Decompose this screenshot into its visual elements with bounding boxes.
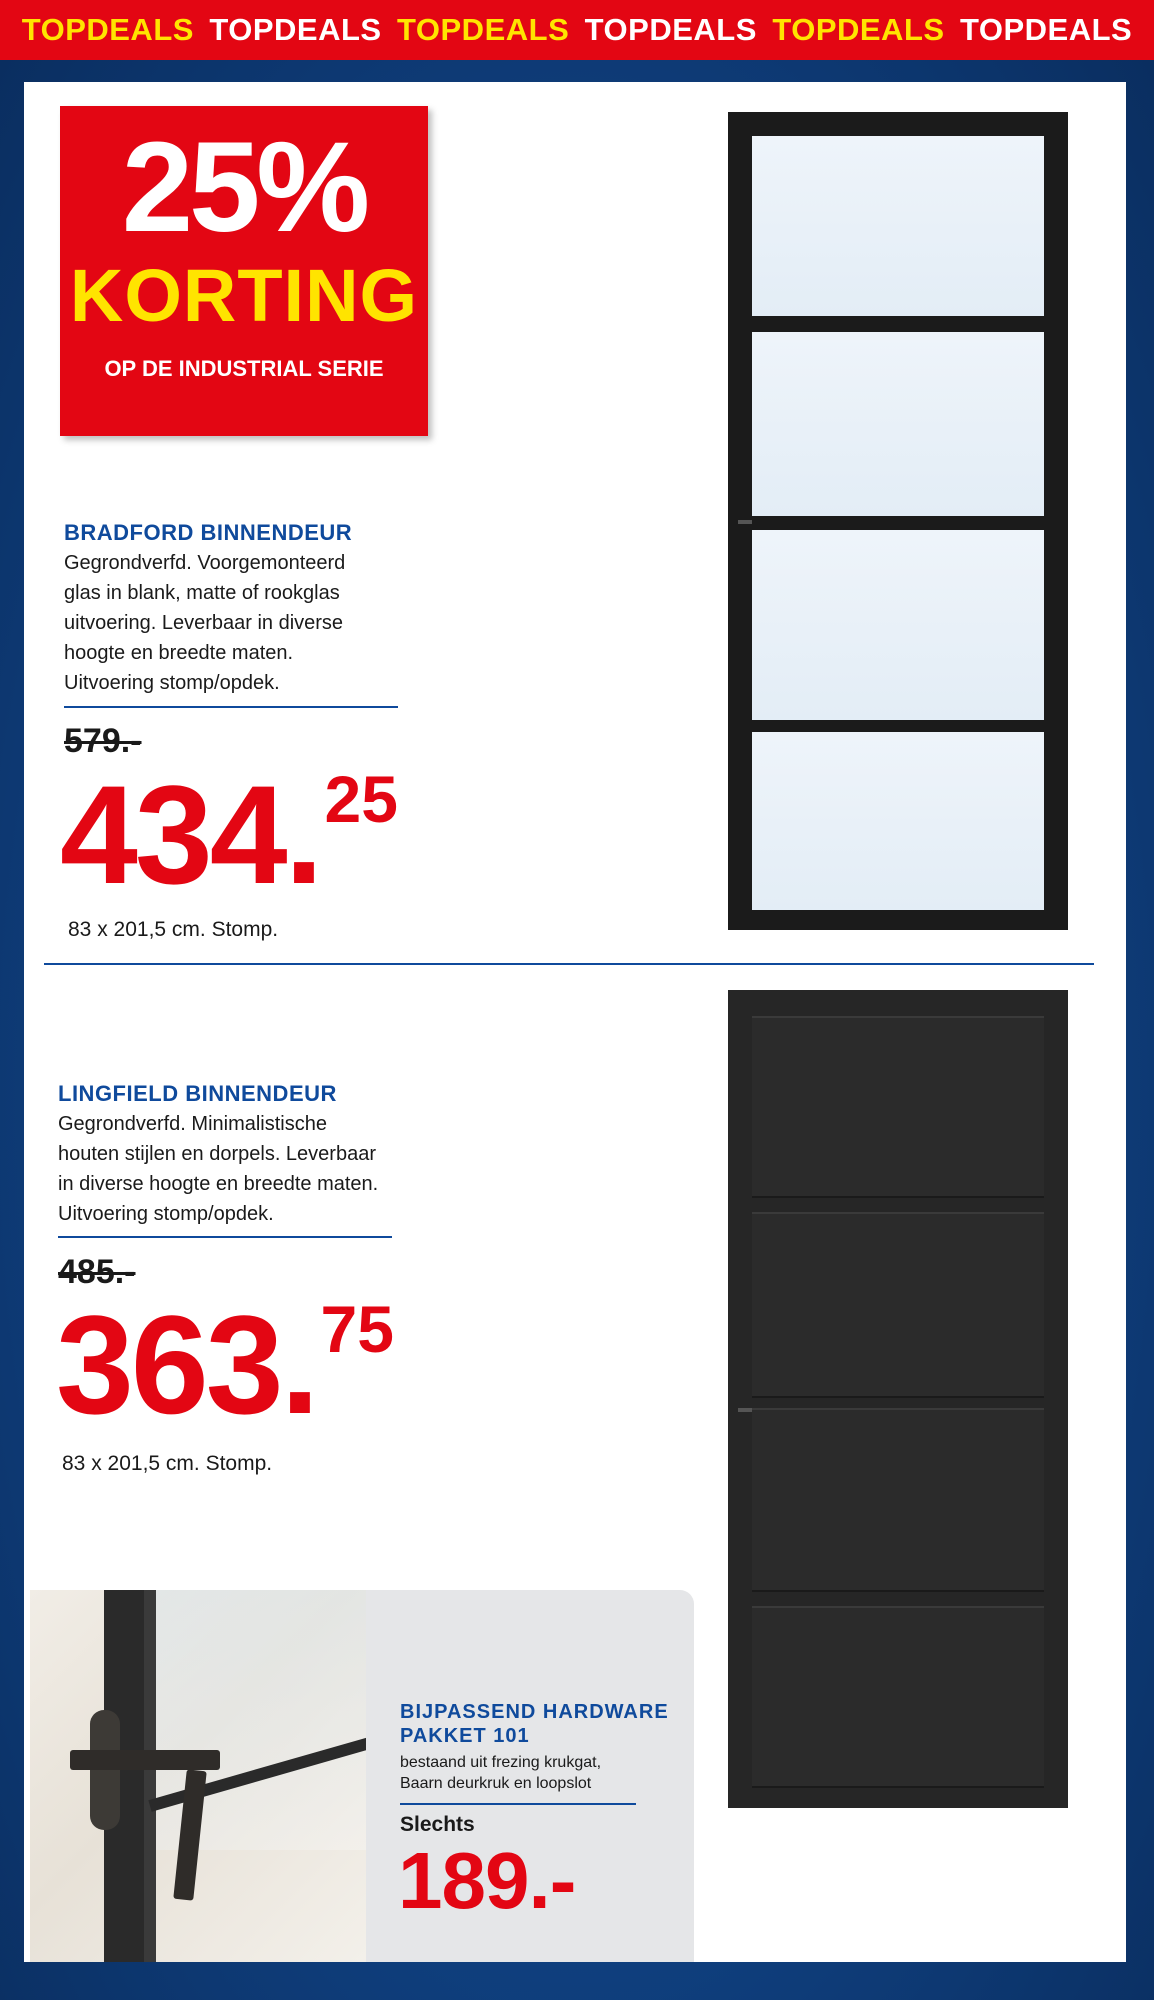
hardware-desc-line: Baarn deurkruk en loopslot	[400, 1775, 592, 1792]
banner-item: TOPDEALS	[584, 12, 757, 47]
hardware-price-label: Slechts	[400, 1813, 475, 1836]
door-handle	[738, 520, 752, 524]
hardware-description	[400, 1752, 690, 1794]
product-title[interactable]: LINGFIELD BINNENDEUR	[58, 1081, 337, 1106]
glass-pane	[752, 530, 1044, 720]
banner-item: TOPDEALS	[772, 12, 945, 47]
price-cents: 25	[324, 762, 398, 836]
topdeals-banner	[0, 0, 1154, 60]
glass-pane	[752, 332, 1044, 516]
door-handle	[738, 1408, 752, 1412]
door-panel	[752, 1606, 1044, 1788]
section-divider	[44, 963, 1094, 965]
price-main: 363.	[56, 1286, 317, 1443]
glass-pane	[752, 136, 1044, 316]
handle-plate	[90, 1710, 120, 1830]
description-line: houten stijlen en dorpels. Leverbaar	[58, 1143, 376, 1165]
current-price	[56, 1286, 394, 1443]
current-price	[60, 756, 398, 913]
price-main: 434.	[60, 756, 321, 913]
banner-item: TOPDEALS	[209, 12, 382, 47]
door-frame-edge	[144, 1590, 156, 1962]
description-line: Gegrondverfd. Minimalistische	[58, 1113, 327, 1135]
old-price: 579.-	[64, 722, 142, 760]
discount-subtitle: OP DE INDUSTRIAL SERIE	[104, 356, 384, 381]
product-size: 83 x 201,5 cm. Stomp.	[68, 918, 279, 941]
divider-rule	[64, 706, 398, 708]
hardware-title-line: BIJPASSEND HARDWARE	[400, 1701, 669, 1723]
description-line: uitvoering. Leverbaar in diverse	[64, 612, 344, 634]
banner-item: TOPDEALS	[397, 12, 570, 47]
hardware-title-line: PAKKET 101	[400, 1725, 530, 1747]
product-description	[64, 548, 404, 698]
glass-pane	[752, 732, 1044, 910]
door-panel	[752, 1016, 1044, 1198]
divider-rule	[58, 1236, 392, 1238]
hardware-price: 189.-	[398, 1836, 576, 1925]
divider-rule	[400, 1803, 636, 1805]
hardware-title[interactable]	[400, 1700, 690, 1748]
product-size: 83 x 201,5 cm. Stomp.	[62, 1452, 273, 1475]
black-door-image	[728, 990, 1068, 1808]
handle-lever	[70, 1750, 220, 1770]
door-handle-photo	[30, 1590, 366, 1962]
description-line: glas in blank, matte of rookglas	[64, 582, 340, 604]
hardware-desc-line: bestaand uit frezing krukgat,	[400, 1754, 602, 1771]
product-description	[58, 1109, 408, 1229]
discount-label: KORTING	[69, 254, 419, 337]
banner-item: TOPDEALS	[21, 12, 194, 47]
description-line: in diverse hoogte en breedte maten.	[58, 1173, 379, 1195]
old-price: 485.-	[58, 1253, 136, 1291]
price-cents: 75	[320, 1292, 394, 1366]
product-title[interactable]: BRADFORD BINNENDEUR	[64, 520, 353, 545]
door-panel	[752, 1408, 1044, 1592]
description-line: Uitvoering stomp/opdek.	[58, 1203, 274, 1225]
description-line: Gegrondverfd. Voorgemonteerd	[64, 552, 346, 574]
banner-item: TOPDEALS	[959, 12, 1133, 47]
description-line: Uitvoering stomp/opdek.	[64, 672, 280, 694]
glass-door-image	[728, 112, 1068, 930]
discount-badge	[60, 106, 428, 436]
door-panel	[752, 1212, 1044, 1398]
discount-percent: 25%	[121, 116, 367, 259]
description-line: hoogte en breedte maten.	[64, 642, 294, 664]
